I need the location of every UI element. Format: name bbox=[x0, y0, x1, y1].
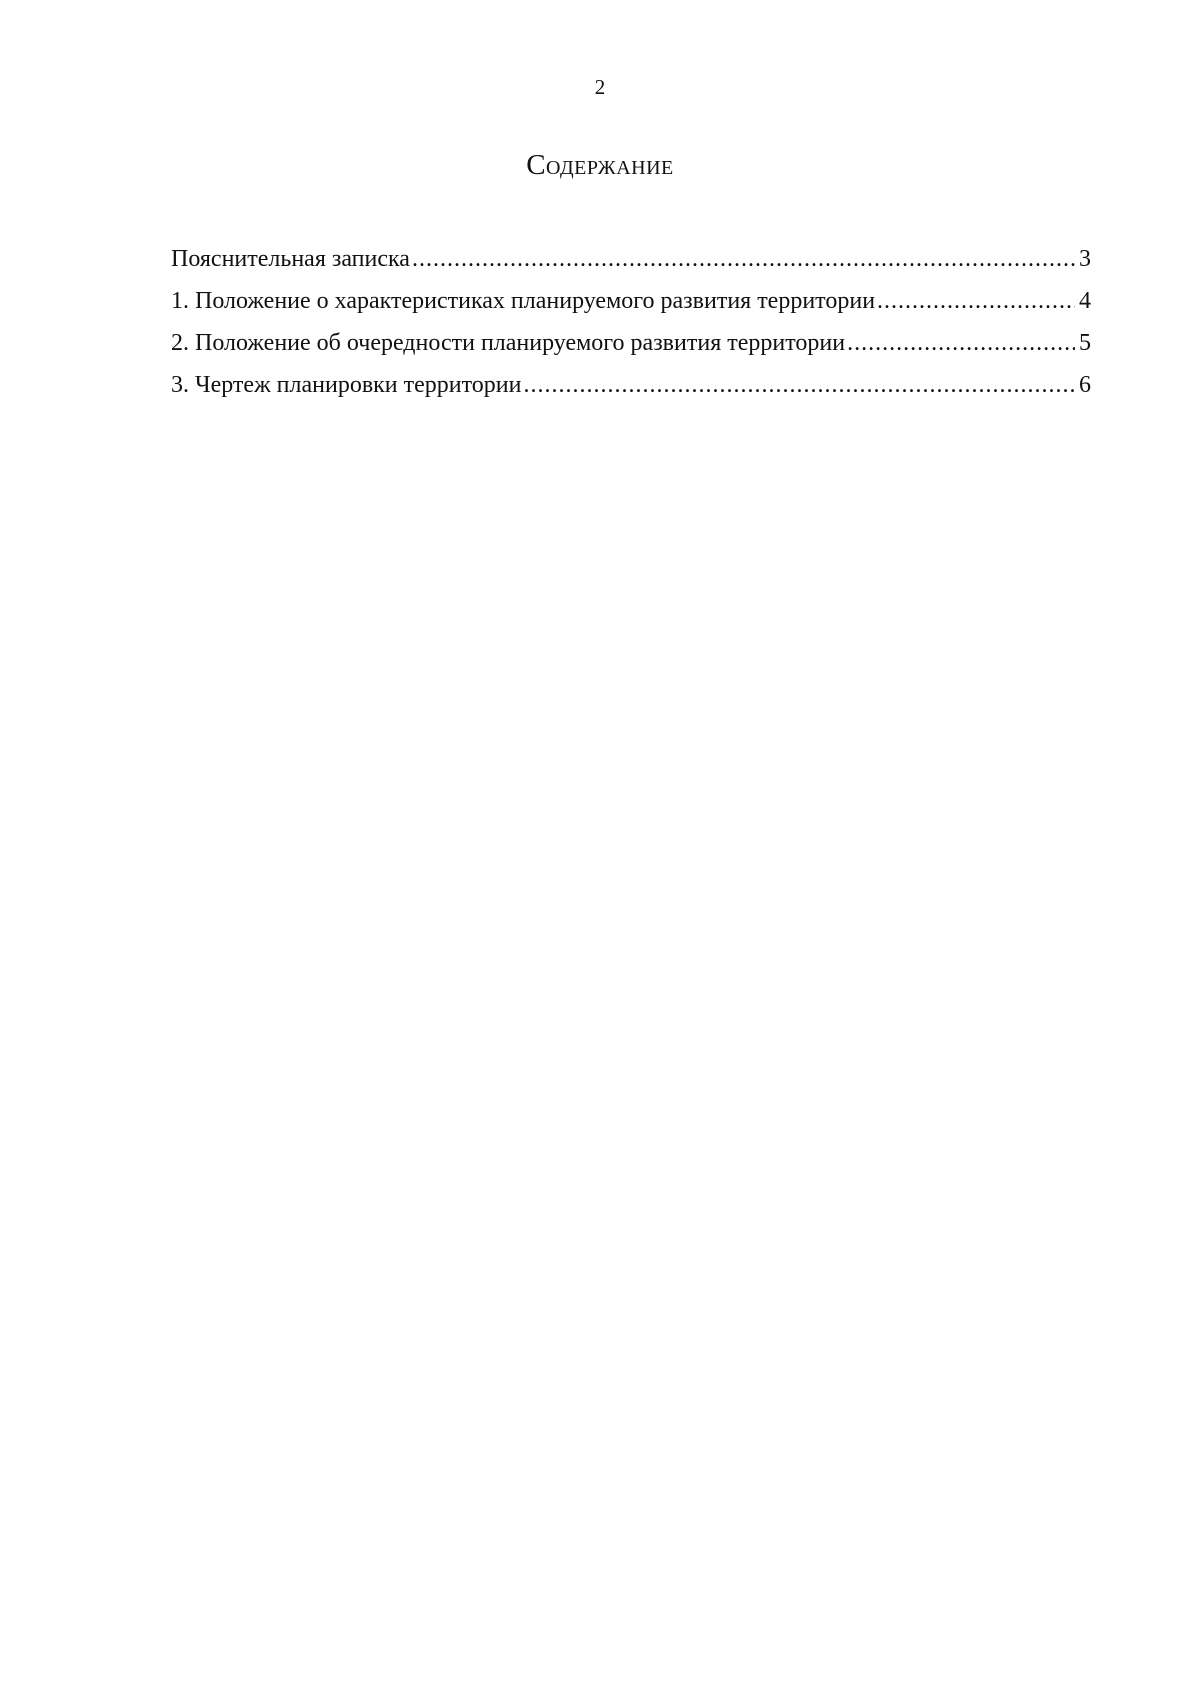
table-of-contents bbox=[171, 244, 1091, 412]
toc-entry-page: 3 bbox=[1079, 246, 1091, 272]
table-of-contents-title: Содержание bbox=[526, 149, 674, 181]
toc-entry-text: 1. Положение о характеристиках планируемого развития территории bbox=[171, 288, 876, 314]
toc-entry-page: 6 bbox=[1079, 372, 1091, 398]
toc-entry-text: 2. Положение об очередности планируемого развития территории bbox=[171, 330, 846, 356]
toc-dot-leader bbox=[524, 370, 1076, 400]
page-number: 2 bbox=[594, 75, 606, 99]
toc-entry-text: Пояснительная записка bbox=[171, 246, 410, 272]
toc-entry-section-3[interactable] bbox=[171, 370, 1091, 412]
toc-dot-leader bbox=[412, 244, 1075, 274]
toc-entry-section-1[interactable] bbox=[171, 286, 1091, 328]
toc-entry-page: 4 bbox=[1079, 288, 1091, 314]
toc-entry-explanatory-note[interactable] bbox=[171, 244, 1091, 286]
toc-dot-leader bbox=[847, 328, 1075, 358]
toc-dot-leader bbox=[877, 286, 1075, 316]
toc-entry-section-2[interactable] bbox=[171, 328, 1091, 370]
toc-entry-page: 5 bbox=[1079, 330, 1091, 356]
toc-entry-text: 3. Чертеж планировки территории bbox=[171, 372, 522, 398]
